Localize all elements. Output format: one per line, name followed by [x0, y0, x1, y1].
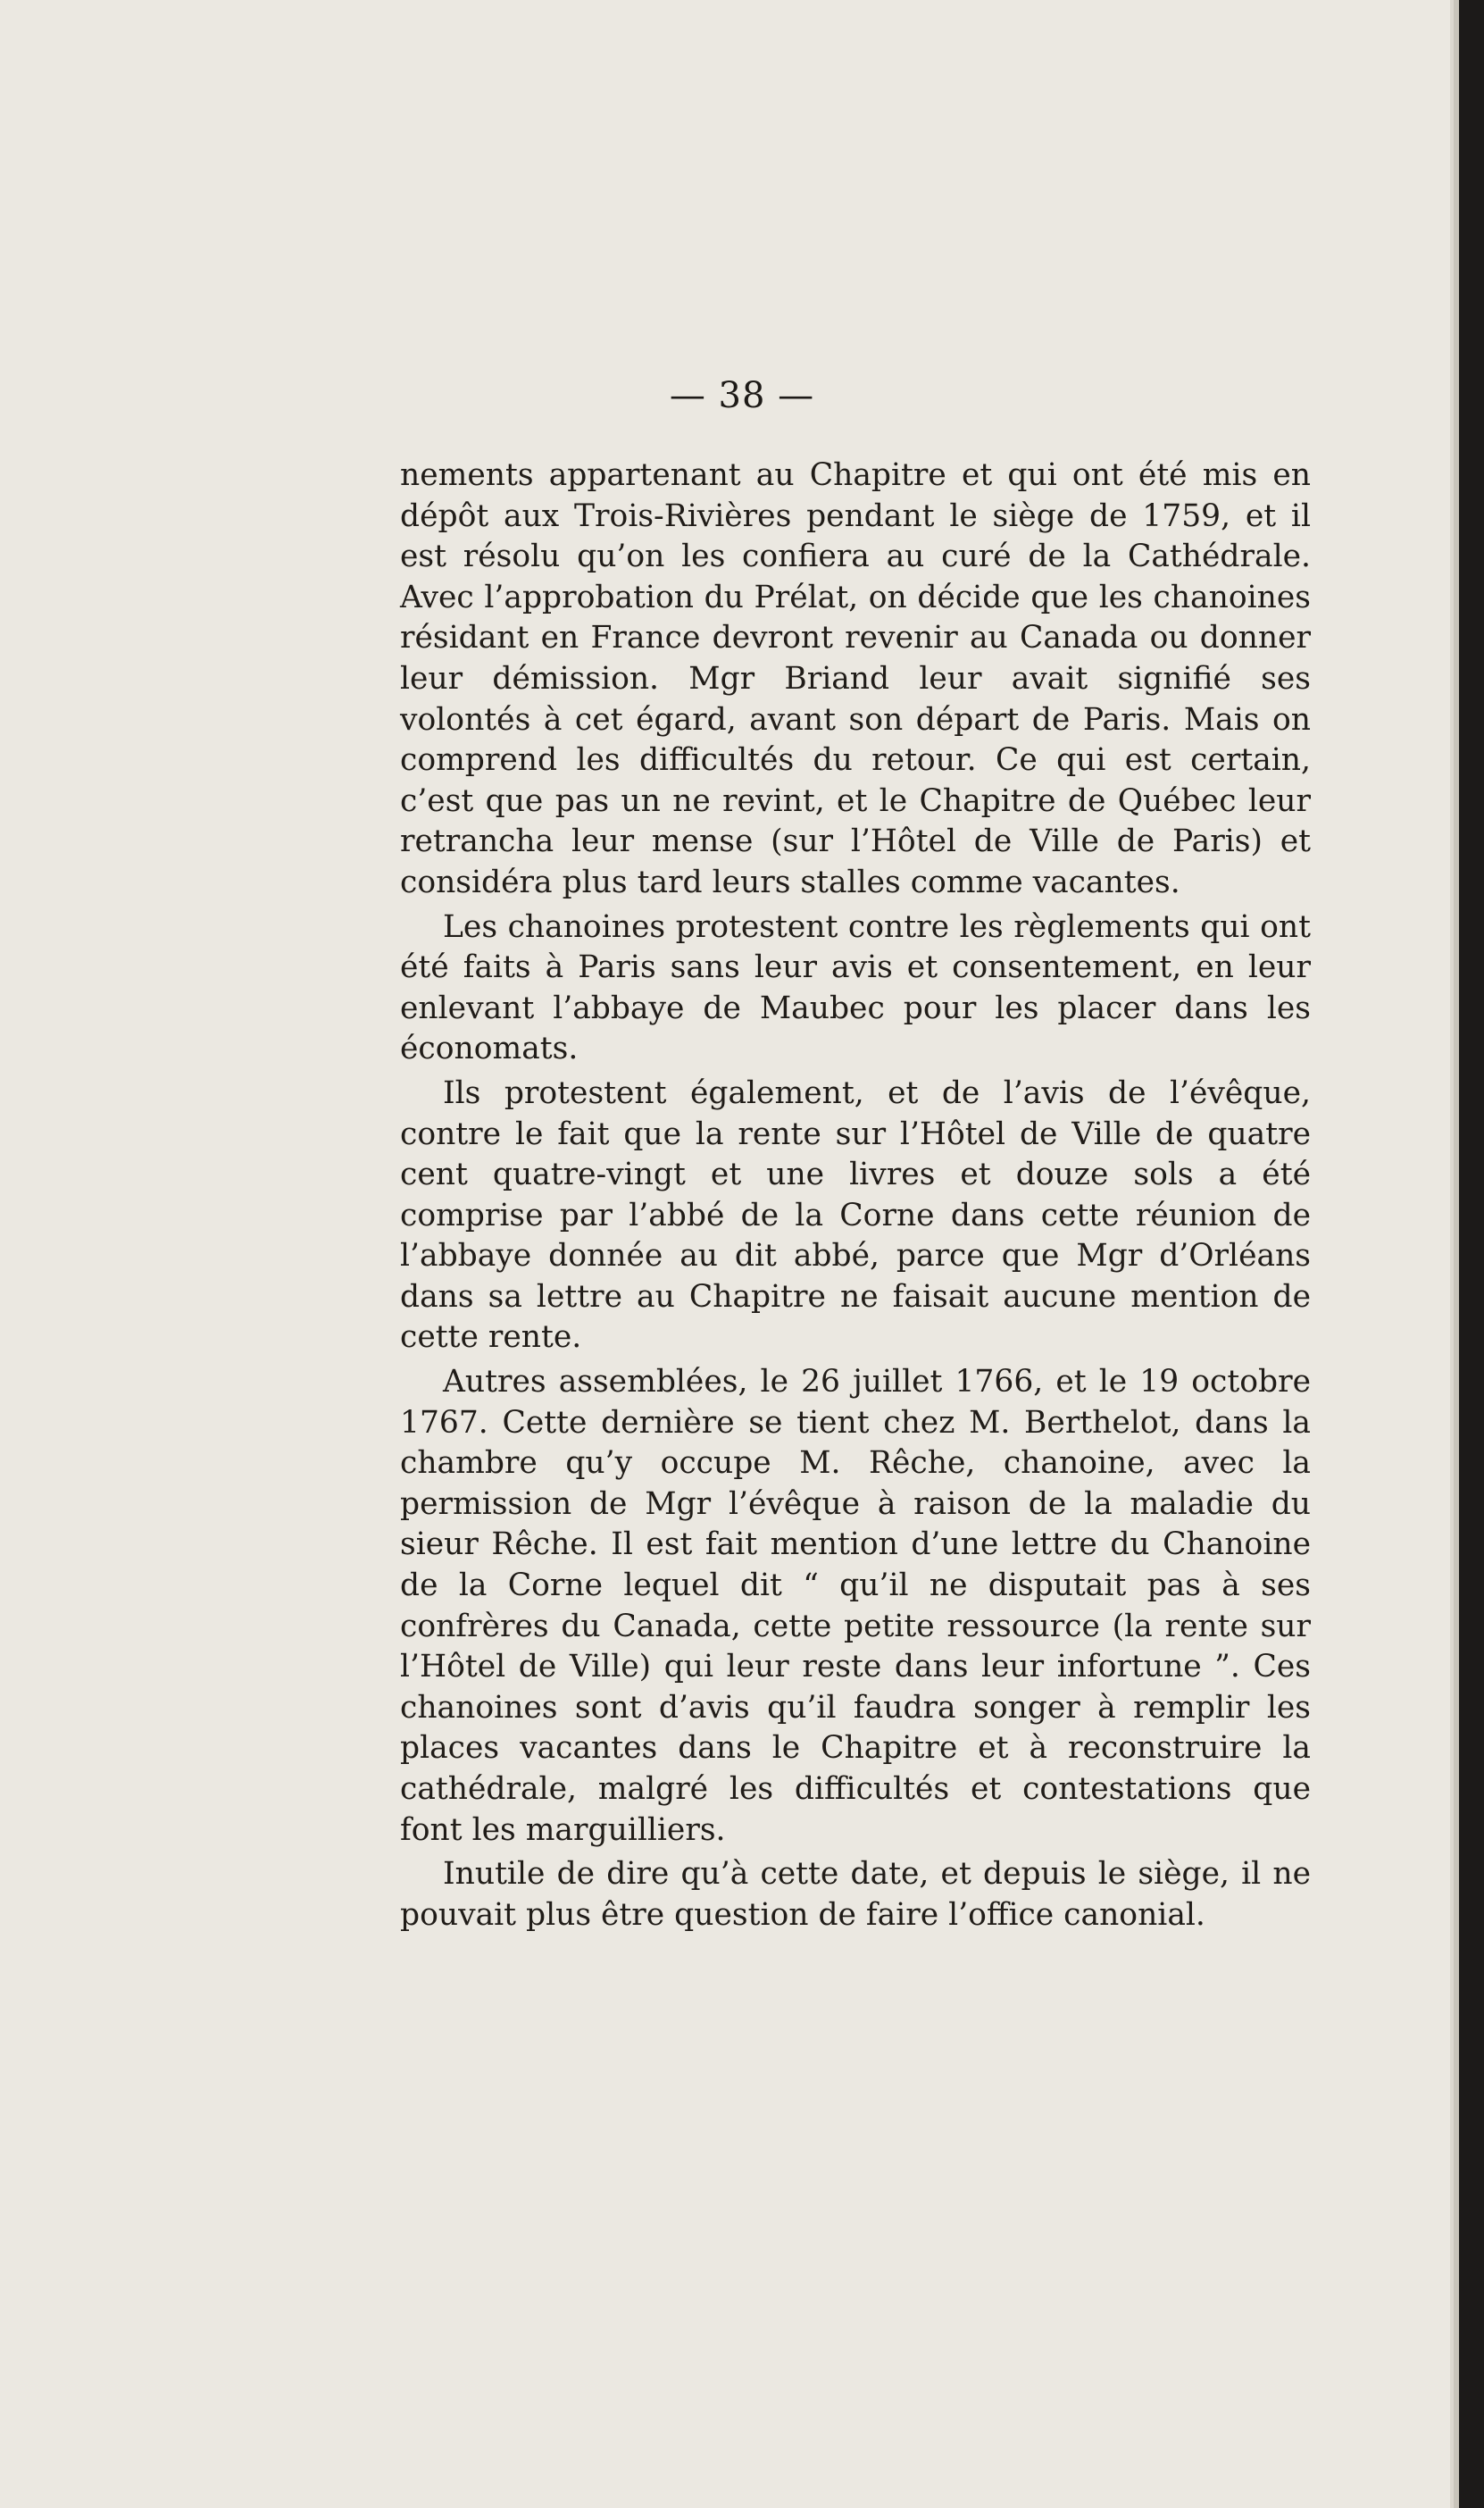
paragraph: Autres assemblées, le 26 juillet 1766, et le 19 octobre 1767. Cette dernière se tient chez M. Berthelot, dans la chambre qu’y occupe M. Rêche, chanoine, avec la permission de Mgr l’évêque à raison de la maladie du sieur Rêche. Il est fait mention d’une lettre du Chanoine de la Corne lequel dit “ qu’il ne disputait pas à ses confrères du Canada, cette petite ressource (la rente sur l’Hôtel de Ville) qui leur reste dans leur infortune ”. Ces chanoines sont d’avis qu’il faudra songer à remplir les places vacantes dans le Chapitre et à reconstruire la cathédrale, malgré les difficultés et contestations que font les marguilliers. — [400, 1364, 1311, 1848]
paragraph: Inutile de dire qu’à cette date, et depuis le siège, il ne pouvait plus être question de faire l’office canonial. — [400, 1856, 1311, 1933]
page-number: — 38 — — [669, 375, 815, 416]
paragraph: Les chanoines protestent contre les règlements qui ont été faits à Paris sans leur avis et consentement, en leur enlevant l’abbaye de Maubec pour les placer dans les économats. — [400, 908, 1311, 1067]
body-text — [400, 456, 1311, 1939]
paragraph-continued: nements appartenant au Chapitre et qui ont été mis en dépôt aux Trois-Rivières pendant le siège de 1759, et il est résolu qu’on les confiera au curé de la Cathédrale. Avec l’approbation du Prélat, on décide que les chanoines résidant en France devront revenir au Canada ou donner leur démission. Mgr Briand leur avait signifié ses volontés à cet égard, avant son départ de Paris. Mais on comprend les difficultés du retour. Ce qui est certain, c’est que pas un ne revint, et le Chapitre de Québec leur retrancha leur mense (sur l’Hôtel de Ville de Paris) et considéra plus tard leurs stalles comme vacantes. — [400, 457, 1311, 900]
paragraph: Ils protestent également, et de l’avis de l’évêque, contre le fait que la rente sur l’Hôtel de Ville de quatre cent quatre-vingt et une livres et douze sols a été comprise par l’abbé de la Corne dans cette réunion de l’abbaye donnée au dit abbé, parce que Mgr d’Orléans dans sa lettre au Chapitre ne faisait aucune mention de cette rente. — [400, 1074, 1311, 1356]
